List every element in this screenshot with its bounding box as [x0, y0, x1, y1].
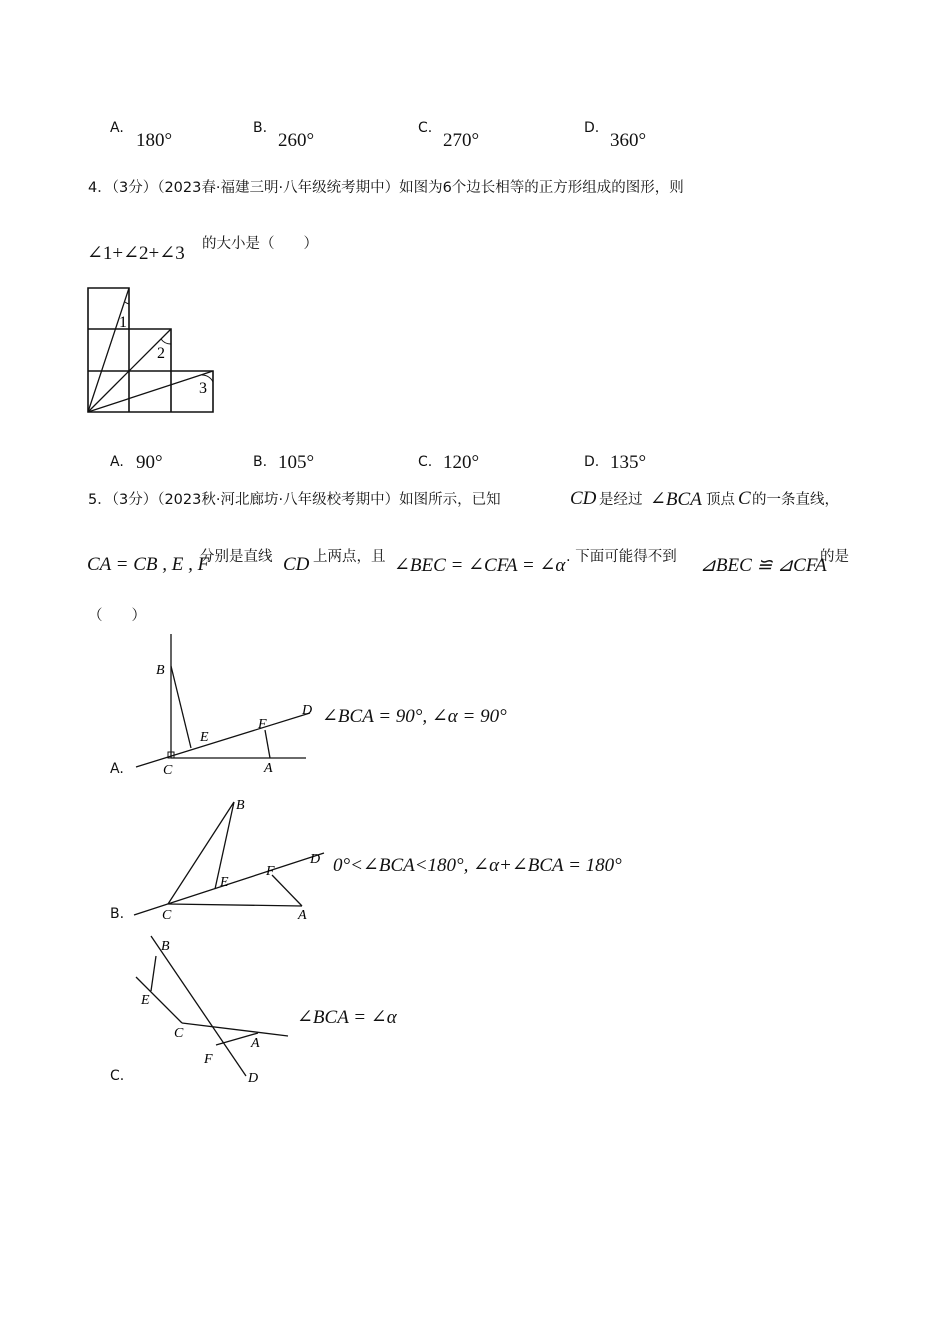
q5-figure-c — [130, 930, 300, 1090]
q4-squares-figure — [84, 284, 224, 418]
q5b-point-a: A — [298, 908, 307, 923]
q4-option-a-value: 90° — [136, 452, 163, 473]
q5c-point-d: D — [248, 1071, 259, 1086]
q5-line-cd: CD — [283, 554, 310, 575]
q3-option-a-label: A. — [110, 120, 124, 136]
q4-option-d-label: D. — [584, 454, 600, 470]
q4-math-angles: ∠1+∠2+∠3 — [87, 243, 185, 264]
q5b-point-d: D — [310, 852, 321, 867]
q5-option-b-label: B. — [110, 906, 125, 922]
q4-angle-label-1: 1 — [119, 314, 127, 331]
q5-stem-line1c: 顶点 — [706, 492, 735, 508]
q3-option-b-label: B. — [253, 120, 268, 136]
q5-cd: CD — [570, 488, 597, 509]
q5-option-b-condition: 0°<∠BCA<180°, ∠α+∠BCA = 180° — [333, 855, 622, 876]
q5b-point-b: B — [236, 798, 245, 813]
q4-option-c-value: 120° — [443, 452, 480, 473]
q5-stem-line1d: 的一条直线， — [752, 492, 839, 508]
q5a-point-d: D — [302, 703, 313, 718]
q5-ca-cb-ef: CA = CB , E , F — [87, 554, 210, 575]
q5-stem-line2g: 的是 — [820, 549, 849, 565]
q4-option-c-label: C. — [418, 454, 433, 470]
q5b-point-f: F — [266, 864, 275, 879]
q5-stem-line2c: 上两点，且 — [313, 549, 386, 565]
q5-option-c-condition: ∠BCA = ∠α — [297, 1007, 397, 1028]
q5a-point-c: C — [163, 763, 173, 778]
q5-angle-equality: ∠BEC = ∠CFA = ∠α — [394, 555, 566, 576]
q5c-point-f: F — [204, 1052, 213, 1067]
q3-option-c-value: 270° — [443, 130, 480, 151]
q5-option-a-label: A. — [110, 761, 124, 777]
q5-angle-bca: ∠BCA — [650, 489, 702, 510]
q4-option-b-value: 105° — [278, 452, 315, 473]
q5-stem-line2b: 分别是直线 — [200, 549, 273, 565]
q4-stem-line1: 4．（3分）（2023春·福建三明·八年级统考期中）如图为6个边长相等的正方形组成的图形，则 — [88, 180, 684, 196]
q3-option-c-label: C. — [418, 120, 433, 136]
q5a-point-a: A — [264, 761, 273, 776]
q4-option-b-label: B. — [253, 454, 268, 470]
q5-option-a-condition: ∠BCA = 90°, ∠α = 90° — [322, 706, 507, 727]
q5-figure-a — [130, 630, 320, 780]
q3-option-d-value: 360° — [610, 130, 647, 151]
q5-stem-line1b: 是经过 — [599, 492, 643, 508]
q3-option-b-value: 260° — [278, 130, 315, 151]
q5a-point-e: E — [200, 730, 209, 745]
q5a-point-b: B — [156, 663, 165, 678]
q5b-point-c: C — [162, 908, 172, 923]
q5-figure-b — [130, 795, 330, 925]
q5-option-c-label: C. — [110, 1068, 125, 1084]
q5-congruence: ⊿BEC ≌ ⊿CFA — [700, 555, 827, 576]
q4-option-d-value: 135° — [610, 452, 647, 473]
q4-stem-tail: 的大小是（ ） — [202, 236, 318, 252]
q4-angle-label-3: 3 — [199, 380, 207, 397]
q5a-point-f: F — [258, 717, 267, 732]
q3-option-a-value: 180° — [136, 130, 173, 151]
q5-stem-line1a: 5．（3分）（2023秋·河北廊坊·八年级校考期中）如图所示，已知 — [88, 492, 501, 508]
q5-answer-paren: （ ） — [88, 608, 146, 624]
q5c-point-a: A — [251, 1036, 260, 1051]
q5-c: C — [738, 488, 751, 509]
q4-option-a-label: A. — [110, 454, 124, 470]
q5-stem-line2e: . 下面可能得不到 — [566, 549, 677, 565]
q5c-point-e: E — [141, 993, 150, 1008]
q3-option-d-label: D. — [584, 120, 600, 136]
q4-angle-label-2: 2 — [157, 345, 165, 362]
q5c-point-c: C — [174, 1026, 184, 1041]
q5c-point-b: B — [161, 939, 170, 954]
q5b-point-e: E — [220, 875, 229, 890]
